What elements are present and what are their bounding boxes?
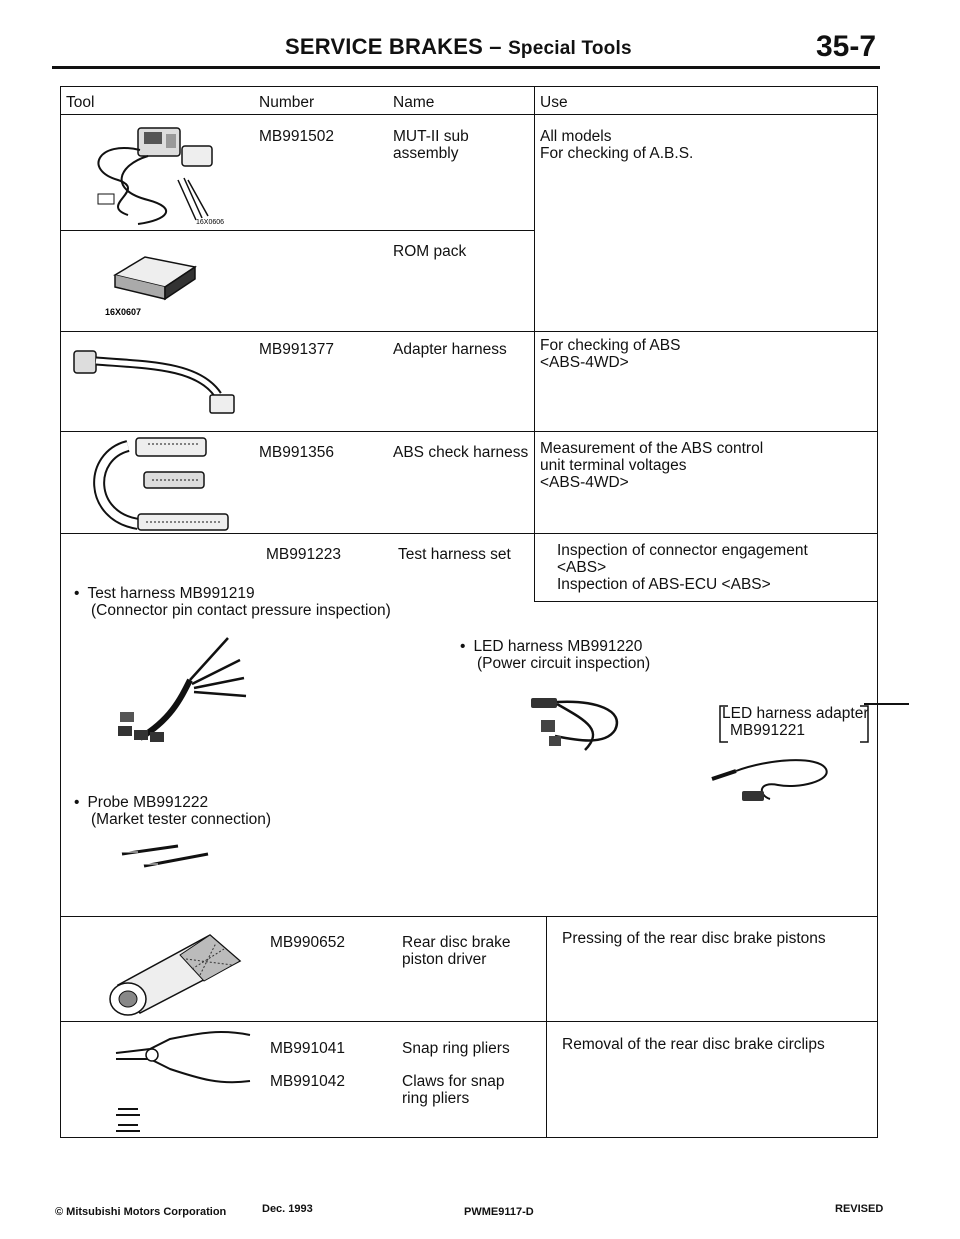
piston-driver-illustration bbox=[100, 925, 250, 1020]
test-harness-description: (Connector pin contact pressure inspection) bbox=[91, 602, 391, 619]
rom-pack-illustration bbox=[105, 245, 205, 317]
tool-use: All models bbox=[540, 128, 612, 145]
figure-id: 16X0607 bbox=[105, 307, 142, 317]
tool-use: Inspection of connector engagement bbox=[557, 542, 808, 559]
test-harness-item: • Test harness MB991219 bbox=[74, 585, 255, 603]
tool-name: Test harness set bbox=[398, 546, 511, 563]
tool-number: MB991502 bbox=[259, 128, 334, 145]
tool-name: ROM pack bbox=[393, 243, 467, 260]
tool-name: Adapter harness bbox=[393, 341, 507, 358]
test-harness-illustration bbox=[110, 630, 260, 750]
tool-use: For checking of ABS bbox=[540, 337, 681, 354]
led-adapter-label: LED harness adapter bbox=[722, 705, 869, 722]
row-divider bbox=[61, 1021, 877, 1022]
tool-number: MB991042 bbox=[270, 1073, 345, 1090]
led-adapter-number: MB991221 bbox=[730, 722, 805, 739]
title-main: SERVICE BRAKES bbox=[285, 34, 483, 59]
tool-name: MUT-II sub bbox=[393, 128, 469, 145]
tool-name: piston driver bbox=[402, 951, 487, 968]
title-sub: Special Tools bbox=[508, 38, 632, 59]
tool-name: assembly bbox=[393, 145, 459, 162]
tool-use: unit terminal voltages bbox=[540, 457, 687, 474]
tool-number: MB991223 bbox=[266, 546, 341, 563]
tool-use: <ABS-4WD> bbox=[540, 354, 629, 371]
footer-copyright: © Mitsubishi Motors Corporation bbox=[55, 1206, 227, 1218]
footer-document-code: PWME9117-D bbox=[464, 1206, 534, 1218]
led-harness-description: (Power circuit inspection) bbox=[477, 655, 651, 672]
row-divider bbox=[61, 916, 877, 917]
tool-use: Measurement of the ABS control bbox=[540, 440, 764, 457]
row-divider bbox=[61, 230, 534, 231]
tool-number: MB991041 bbox=[270, 1040, 345, 1057]
mut-ii-tool-illustration bbox=[78, 120, 238, 230]
title-separator: – bbox=[483, 34, 509, 59]
tool-name: ring pliers bbox=[402, 1090, 470, 1107]
column-header-number: Number bbox=[259, 94, 315, 111]
led-adapter-brackets bbox=[714, 704, 879, 744]
page-title bbox=[285, 34, 632, 60]
adapter-harness-illustration bbox=[68, 345, 258, 417]
footer-date: Dec. 1993 bbox=[262, 1203, 313, 1215]
tool-use: Removal of the rear disc brake circlips bbox=[562, 1036, 825, 1053]
column-header-use: Use bbox=[540, 94, 568, 111]
led-harness-illustration bbox=[525, 690, 645, 760]
tool-use: <ABS-4WD> bbox=[540, 474, 629, 491]
header-row-divider bbox=[61, 114, 877, 115]
tool-number: MB991356 bbox=[259, 444, 334, 461]
tool-use: <ABS> bbox=[557, 559, 607, 576]
snap-ring-pliers-illustration bbox=[110, 1025, 250, 1135]
abs-check-harness-illustration bbox=[88, 436, 248, 536]
row-divider bbox=[534, 601, 877, 602]
tool-use: For checking of A.B.S. bbox=[540, 145, 694, 162]
led-harness-item: • LED harness MB991220 bbox=[460, 638, 642, 656]
page-number: 35-7 bbox=[816, 30, 877, 63]
tool-name: Rear disc brake bbox=[402, 934, 511, 951]
probe-illustration bbox=[118, 842, 218, 872]
row-divider bbox=[61, 331, 877, 332]
probe-description: (Market tester connection) bbox=[91, 811, 272, 828]
probe-item: • Probe MB991222 bbox=[74, 794, 208, 812]
tool-number: MB990652 bbox=[270, 934, 345, 951]
tool-number: MB991377 bbox=[259, 341, 334, 358]
tool-name: ABS check harness bbox=[393, 444, 529, 461]
header-rule bbox=[52, 66, 880, 69]
footer-status: REVISED bbox=[835, 1203, 884, 1215]
tool-name: Claws for snap bbox=[402, 1073, 505, 1090]
column-header-tool: Tool bbox=[66, 94, 95, 111]
led-adapter-illustration bbox=[708, 755, 838, 820]
tool-name: Snap ring pliers bbox=[402, 1040, 510, 1057]
tool-use: Pressing of the rear disc brake pistons bbox=[562, 930, 826, 947]
column-header-name: Name bbox=[393, 94, 435, 111]
figure-id: 16X0606 bbox=[196, 219, 225, 226]
use-column-divider bbox=[534, 87, 535, 601]
use-column-divider bbox=[546, 916, 547, 1137]
tool-use: Inspection of ABS-ECU <ABS> bbox=[557, 576, 771, 593]
row-divider bbox=[61, 431, 877, 432]
